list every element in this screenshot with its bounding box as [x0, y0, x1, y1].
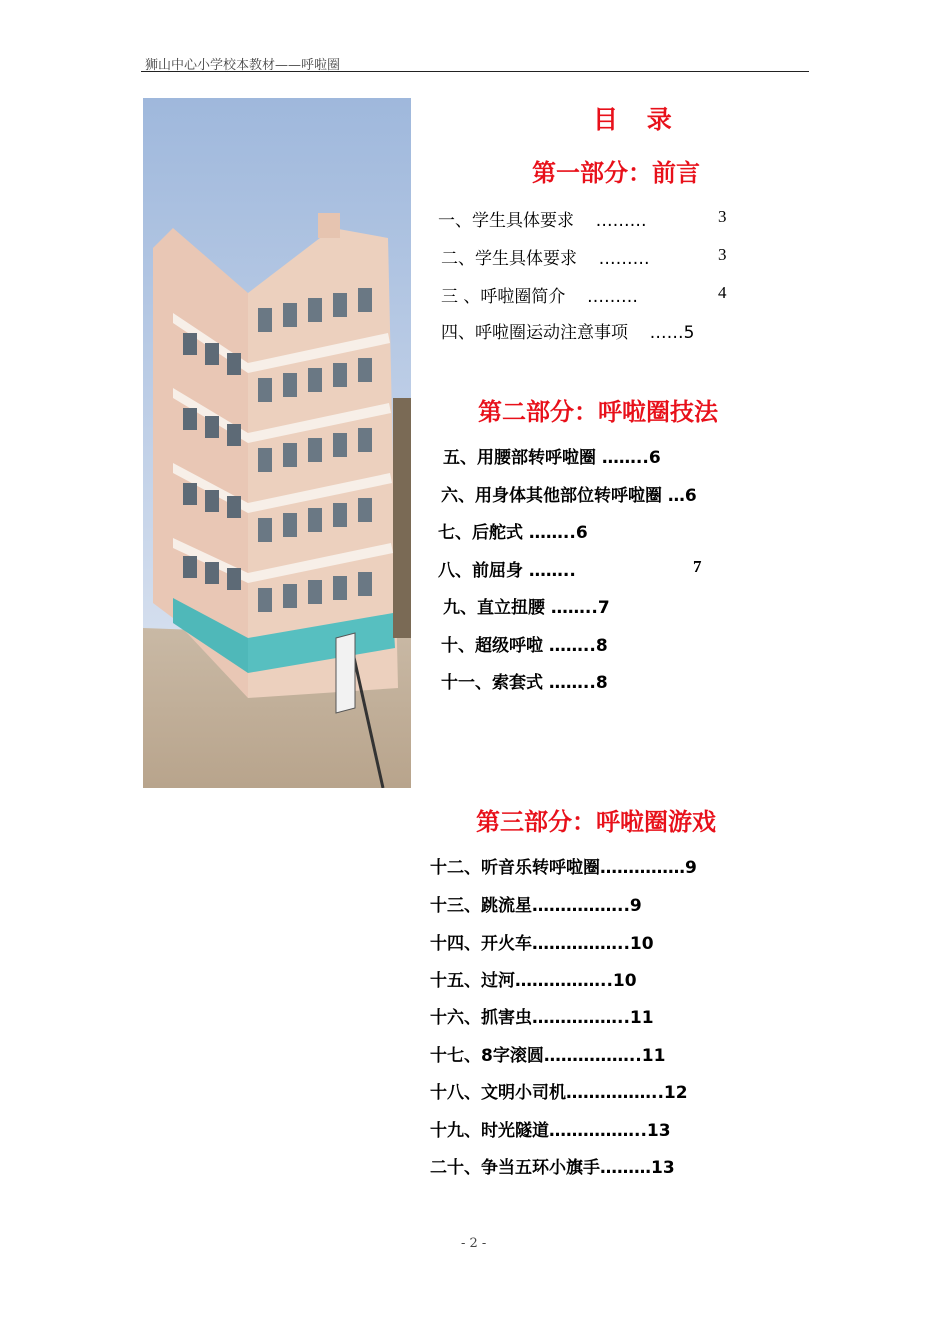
school-building-photo — [143, 98, 411, 788]
toc-title: 目 录 — [593, 105, 682, 134]
toc-entry[interactable]: 四、呼啦圈运动注意事项 ……5 — [441, 323, 695, 343]
toc-page-number: 3 — [718, 245, 727, 264]
toc-entry[interactable]: 十八、文明小司机……………..12 — [430, 1083, 688, 1103]
page-number: - 2 - — [461, 1236, 487, 1251]
toc-entry[interactable]: 十四、开火车……………..10 — [430, 934, 654, 954]
toc-entry[interactable]: 十二、听音乐转呼啦圈……………9 — [430, 858, 697, 878]
toc-entry[interactable]: 八、前屈身 …….. — [438, 561, 576, 581]
toc-entry[interactable]: 十五、过河……………..10 — [430, 971, 637, 991]
running-header: 狮山中心小学校本教材——呼啦圈 — [145, 58, 341, 73]
toc-page-number: 4 — [718, 283, 727, 302]
toc-page-number: 7 — [693, 557, 702, 576]
toc-entry[interactable]: 一、学生具体要求 ……… — [438, 211, 647, 231]
toc-entry[interactable]: 五、用腰部转呼啦圈 ……..6 — [443, 448, 661, 468]
toc-entry[interactable]: 十一、索套式 ……..8 — [441, 673, 608, 693]
toc-entry[interactable]: 七、后舵式 ……..6 — [438, 523, 588, 543]
part2-heading: 第二部分：呼啦圈技法 — [478, 398, 718, 426]
toc-entry[interactable]: 三 、呼啦圈简介 ……… — [441, 287, 639, 307]
toc-entry[interactable]: 二、学生具体要求 ……… — [441, 249, 650, 269]
toc-entry[interactable]: 十九、时光隧道……………..13 — [430, 1121, 671, 1141]
toc-entry[interactable]: 十七、8字滚圆……………..11 — [430, 1046, 666, 1066]
toc-entry[interactable]: 十、超级呼啦 ……..8 — [441, 636, 608, 656]
toc-page-number: 3 — [718, 207, 727, 226]
toc-entry[interactable]: 九、直立扭腰 ……..7 — [443, 598, 610, 618]
toc-entry[interactable]: 二十、争当五环小旗手………13 — [430, 1158, 675, 1178]
part1-heading: 第一部分：前言 — [532, 159, 700, 187]
header-rule — [141, 71, 809, 72]
part3-heading: 第三部分：呼啦圈游戏 — [476, 808, 716, 836]
toc-entry[interactable]: 十三、跳流星……………..9 — [430, 896, 642, 916]
toc-entry[interactable]: 六、用身体其他部位转呼啦圈 …6 — [441, 486, 697, 506]
toc-entry[interactable]: 十六、抓害虫……………..11 — [430, 1008, 654, 1028]
